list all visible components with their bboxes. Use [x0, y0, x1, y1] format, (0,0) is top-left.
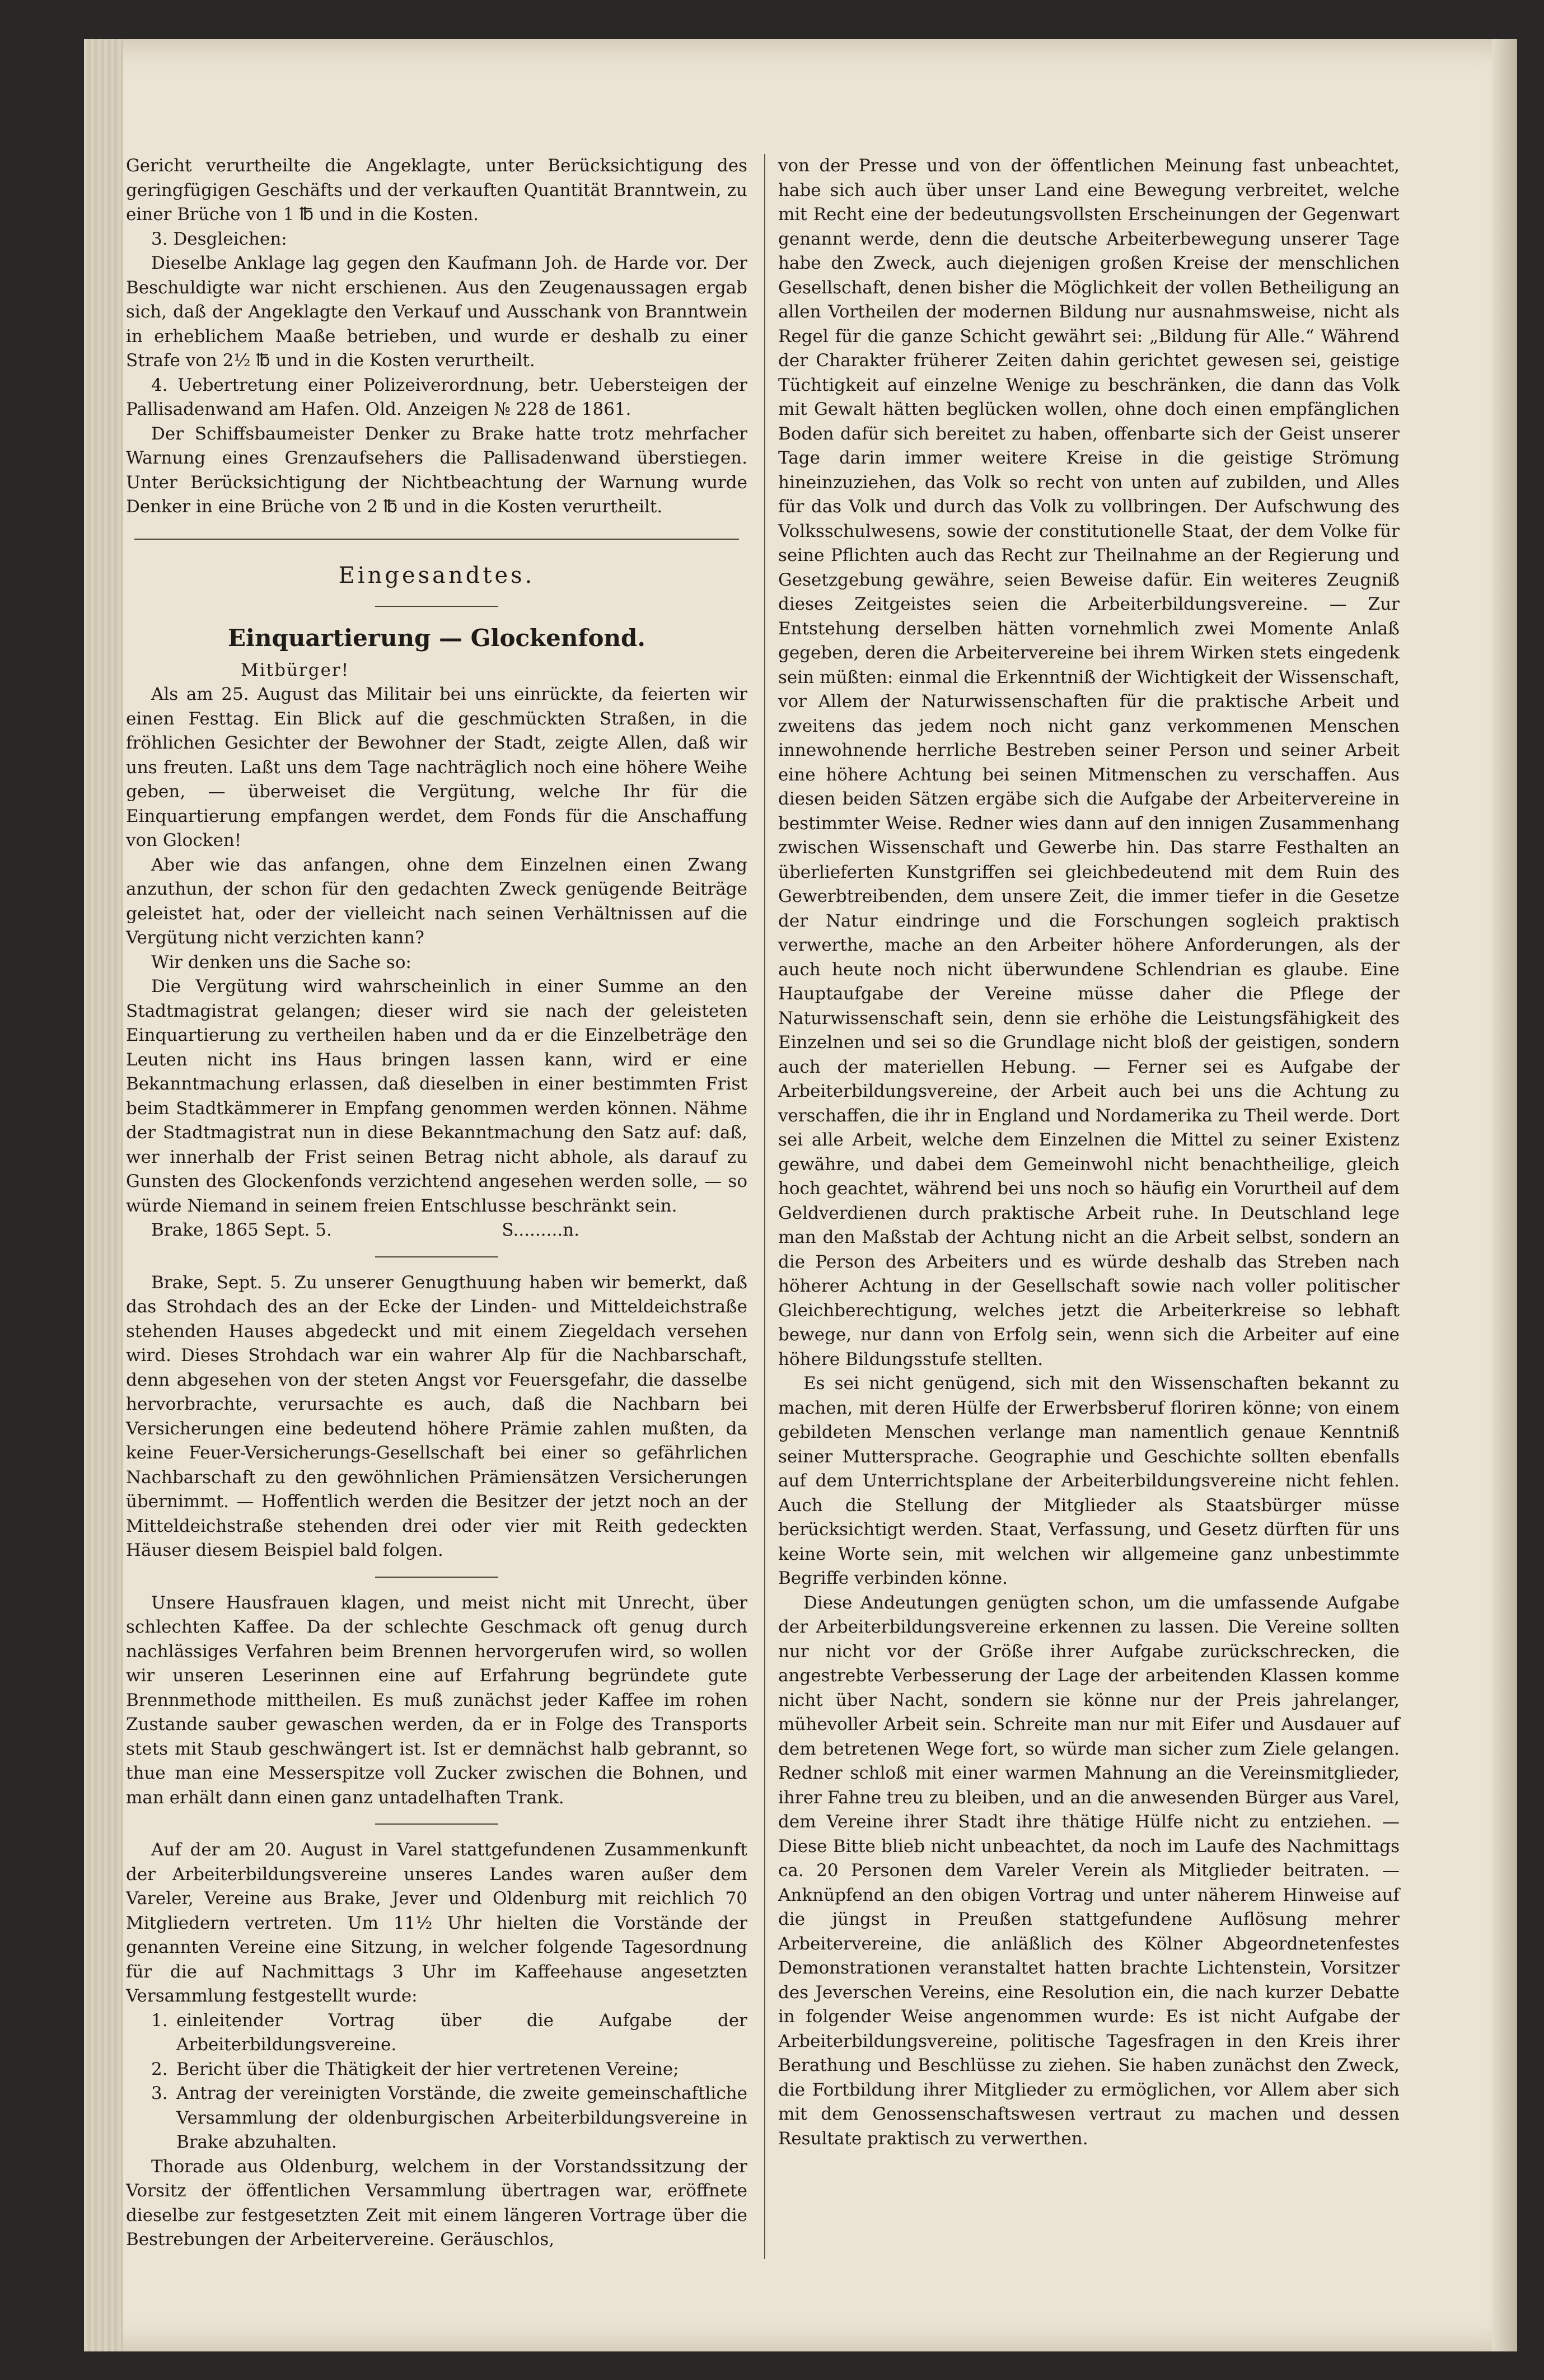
case-3-title: 3. Desgleichen:: [151, 228, 287, 249]
court-report-paragraph: Der Schiffsbaumeister Denker zu Brake hatte trotz mehrfacher Warnung eines Grenzaufsehers die Pallisadenwand überstiegen. Unter Berücksichtigung der Nichtbeachtung der Warnung wurde Denker in eine Brüche von 2 ℔ und in die Kosten verurtheilt.: [126, 423, 747, 517]
article-paragraph: Wir denken uns die Sache so:: [151, 952, 411, 972]
agenda-list: [126, 2009, 747, 2155]
binding-edge: [84, 39, 123, 2351]
signature-name: S.........n.: [502, 1220, 579, 1240]
signature-line: [126, 1218, 747, 1243]
article-divider: [375, 1577, 498, 1578]
signature-place-date: Brake, 1865 Sept. 5.: [151, 1220, 332, 1240]
article-divider: [375, 1823, 498, 1825]
article-divider: [375, 1256, 498, 1257]
court-report-paragraph: Dieselbe Anklage lag gegen den Kaufmann Joh. de Harde vor. Der Beschuldigte war nicht erschienen. Aus den Zeugenaussagen ergab sich, daß der Angeklagte den Verkauf und Ausschank von Branntwein in erheblichem Maaße betrieben, und wurde er deshalb zu einer Strafe von 2½ ℔ und in die Kosten verurtheilt.: [126, 253, 747, 371]
agenda-item: 1. einleitender Vortrag über die Aufgabe der Arbeiterbildungsvereine.: [151, 2010, 747, 2055]
news-paragraph-versammlung: Auf der am 20. August in Varel stattgefundenen Zusammenkunft der Arbeiterbildungsvereine unseres Landes waren außer dem Vareler, Vereine aus Brake, Jever und Oldenburg mit reichlich 70 Mitgliedern vertreten. Um 11½ Uhr hielten die Vorstände der genannten Vereine eine Sitzung, in welcher folgende Tagesordnung für die auf Nachmittags 3 Uhr im Kaffeehause angesetzten Versammlung festgestellt wurde:: [126, 1840, 747, 2006]
agenda-item: 2. Bericht über die Thätigkeit der hier vertretenen Vereine;: [151, 2059, 679, 2079]
continuation-paragraph: Es sei nicht genügend, sich mit den Wissenschaften bekannt zu machen, mit deren Hülfe der Erwerbsberuf floriren könne; von einem gebildeten Menschen verlange man namentlich genaue Kenntniß seiner Muttersprache. Geographie und Geschichte sollten ebenfalls auf dem Unterrichtsplane der Arbeiterbildungsvereine nicht fehlen. Auch die Stellung der Mitglieder als Staatsbürger müsse berücksichtigt werden. Staat, Verfassung, und Gesetz dürften für uns keine Worte sein, mit welchen wir allgemeine ganz unbestimmte Begriffe verbinden könne.: [778, 1373, 1400, 1588]
salutation: Mitbürger!: [241, 660, 350, 680]
article-title: Einquartierung — Glockenfond.: [227, 624, 645, 652]
article-paragraph: Aber wie das anfangen, ohne dem Einzelnen einen Zwang anzuthun, der schon für den gedachten Zweck genügende Beiträge geleistet hat, oder der vielleicht nach seinen Verhältnissen auf die Vergütung nicht verzichten kann?: [126, 854, 747, 948]
agenda-item: 3. Antrag der vereinigten Vorstände, die zweite gemeinschaftliche Versammlung der oldenburgischen Arbeiterbildungsvereine in Brake abzuhalten.: [151, 2083, 747, 2152]
section-heading: Eingesandtes.: [338, 562, 535, 588]
news-paragraph-strohdach: Brake, Sept. 5. Zu unserer Genugthuung haben wir bemerkt, daß das Strohdach des an der Ecke der Linden- und Mitteldeichstraße stehenden Hauses abgedeckt und mit einem Ziegeldach versehen wird. Dieses Strohdach war ein wahrer Alp für die Nachbarschaft, denn abgesehen von der steten Angst vor Feuersgefahr, die dasselbe hervorbrachte, verursachte es auch, daß die Nachbarn bei Versicherungen eine bedeutend höhere Prämie zahlen mußten, da keine Feuer-Versicherungs-Gesellschaft bei einer so gefährlichen Nachbarschaft zu den gewöhnlichen Prämiensätzen Versicherungen übernimmt. — Hoffentlich werden die Besitzer der jetzt noch an der Mitteldeichstraße stehenden drei oder vier mit Reith gedeckten Häuser diesem Beispiel bald folgen.: [126, 1272, 747, 1560]
page-edge: [1492, 39, 1517, 2351]
left-column: [126, 154, 747, 2252]
column-rule: [764, 154, 765, 2259]
heading-divider: [375, 606, 498, 607]
section-divider: [134, 539, 739, 540]
continuation-paragraph: von der Presse und von der öffentlichen Meinung fast unbeachtet, habe sich auch über unser Land eine Bewegung verbreitet, welche mit Recht eine der bedeutungsvollsten Erscheinungen der Gegenwart genannt werde, denn die deutsche Arbeiterbewegung unserer Tage habe den Zweck, auch diejenigen großen Kreise der menschlichen Gesellschaft, denen bisher die Möglichkeit der vollen Betheiligung an allen Vortheilen der modernen Bildung nur ausnahmsweise, nicht als Regel für die ganze Schicht gewährt sei: „Bildung für Alle.“ Während der Charakter früherer Zeiten dahin gerichtet gewesen sei, geistige Tüchtigkeit auf einzelne Wenige zu beschränken, die dann das Volk mit Gewalt hätten beglücken wollen, ohne doch einen empfänglichen Boden dafür sich bereitet zu haben, offenbarte sich der Geist unserer Tage darin immer weitere Kreise in die geistige Strömung hineinzuziehen, das Volk so recht von unten auf zubilden, und Alles für das Volk und durch das Volk zu vollbringen. Der Aufschwung des Volksschulwesens, sowie der constitutionelle Staat, der dem Volke für seine Pflichten auch das Recht zur Theilnahme an der Regierung und Gesetzgebung gewähre, seien Beweise dafür. Ein weiteres Zeugniß dieses Zeitgeistes seien die Arbeiterbildungsvereine. — Zur Entstehung derselben hätten vornehmlich zwei Momente Anlaß gegeben, deren die Arbeitervereine bei ihrem Wirken stets eingedenk sein müßten: einmal die Erkenntniß der Wichtigkeit der Wissenschaft, vor Allem der Naturwissenschaften für die praktische Arbeit und zweitens das jedem noch nicht ganz verkommenen Menschen innewohnende herrliche Bestreben seiner Person und seiner Arbeit eine höhere Achtung bei seinen Mitmenschen zu verschaffen. Aus diesen beiden Sätzen ergäbe sich die Aufgabe der Arbeitervereine in bestimmter Weise. Redner wies dann auf den innigen Zusammenhang zwischen Wissenschaft und Gewerbe hin. Das starre Festhalten an überlieferten Kunstgriffen sei gleichbedeutend mit dem Ruin des Gewerbtreibenden, dem unsere Zeit, die immer tiefer in die Gesetze der Natur eindringe und die Forschungen sogleich praktisch verwerthe, mache an den Arbeiter höhere Anforderungen, als der auch heute noch nicht überwundene Schlendrian es glaube. Eine Hauptaufgabe der Vereine müsse daher die Pflege der Naturwissenschaft sein, denn sie erhöhe die Leistungsfähigkeit des Einzelnen und sei so die Grundlage nicht bloß der geistigen, sondern auch der materiellen Hebung. — Ferner sei es Aufgabe der Arbeiterbildungsvereine, der Arbeit auch bei uns die Achtung zu verschaffen, die ihr in England und Nordamerika zu Theil werde. Dort sei alle Arbeit, welche dem Einzelnen die Mittel zu seiner Existenz gewähre, und dabei dem Gemeinwohl nicht benachtheilige, gleich hoch geachtet, während bei uns noch so häufig ein Vorurtheil auf dem Geldverdienen durch praktische Arbeit ruhe. In Deutschland lege man den Maßstab der Achtung nicht an die Arbeit selbst, sondern an die Person des Arbeiters und es würde deshalb das Streben nach höherer Achtung in der Gesellschaft sowie nach voller politischer Gleichberechtigung, welches jetzt die Arbeiterkreise so lebhaft bewege, nur dann von Erfolg sein, wenn sich die Arbeiter auf eine höhere Bildungsstufe stellten.: [778, 156, 1400, 1369]
news-paragraph-kaffee: Unsere Hausfrauen klagen, und meist nicht mit Unrecht, über schlechten Kaffee. Da der schlechte Geschmack oft genug durch nachlässiges Verfahren beim Brennen hervorgerufen wird, so wollen wir unseren Leserinnen eine auf Erfahrung begründete gute Brennmethode mittheilen. Es muß zunächst jeder Kaffee im rohen Zustande sauber gewaschen werden, da er in Folge des Transports stets mit Staub geschwängert ist. Ist er demnächst halb gebrannt, so thue man eine Messerspitze voll Zucker zwischen die Bohnen, und man erhält dann einen ganz untadelhaften Trank.: [126, 1592, 747, 1808]
article-paragraph: Als am 25. August das Militair bei uns einrückte, da feierten wir einen Festtag. Ein Blick auf die geschmückten Straßen, in die fröhlichen Gesichter der Bewohner der Stadt, zeigte Allen, daß wir uns freuten. Laßt uns dem Tage nachträglich noch eine höhere Weihe geben, — überweiset die Vergütung, welche Ihr für die Einquartierung empfangen werdet, dem Fonds für die Anschaffung von Glocken!: [126, 684, 747, 850]
news-paragraph-thorade: Thorade aus Oldenburg, welchem in der Vorstandssitzung der Vorsitz der öffentlichen Versammlung übertragen war, eröffnete dieselbe zur festgesetzten Zeit mit einem längeren Vortrage über die Bestrebungen der Arbeitervereine. Geräuschlos,: [126, 2156, 747, 2250]
case-4-title: 4. Uebertretung einer Polizeiverordnung, betr. Uebersteigen der Pallisadenwand am Hafen. Old. Anzeigen № 228 de 1861.: [126, 375, 747, 419]
continuation-paragraph: Diese Andeutungen genügten schon, um die umfassende Aufgabe der Arbeiterbildungsvereine erkennen zu lassen. Die Vereine sollten nur nicht vor der Größe ihrer Aufgabe zurückschrecken, die angestrebte Verbesserung der Lage der arbeitenden Klassen komme nicht über Nacht, sondern sie könne nur der Preis jahrelanger, mühevoller Arbeit sein. Schreite man nur mit Eifer und Ausdauer auf dem betretenen Wege fort, so würde man sicher zum Ziele gelangen. Redner schloß mit einer warmen Mahnung an die Vereinsmitglieder, ihrer Fahne treu zu bleiben, und an die anwesenden Bürger aus Varel, dem Vereine ihrer Stadt ihre thätige Hülfe nicht zu entziehen. — Diese Bitte blieb nicht unbeachtet, da noch im Laufe des Nachmittags ca. 20 Personen dem Vareler Verein als Mitglieder beitraten. — Anknüpfend an den obigen Vortrag und unter näherem Hinweise auf die jüngst in Preußen stattgefundene Auflösung mehrer Arbeitervereine, die anläßlich des Kölner Abgeordnetenfestes Demonstrationen veranstaltet hatten brachte Lichtenstein, Vorsitzer des Jeverschen Vereins, eine Resolution ein, die nach kurzer Debatte in folgender Weise angenommen wurde: Es ist nicht Aufgabe der Arbeiterbildungsvereine, politische Tagesfragen in den Kreis ihrer Berathung und Beschlüsse zu ziehen. Sie haben zunächst den Zweck, die Fortbildung ihrer Mitglieder zu ermöglichen, vor Allem aber sich mit dem Genossenschaftswesen vertraut zu machen und dessen Resultate praktisch zu verwerthen.: [778, 1592, 1400, 2149]
right-column: [778, 154, 1400, 2151]
article-paragraph: Die Vergütung wird wahrscheinlich in einer Summe an den Stadtmagistrat gelangen; dieser wird sie nach der geleisteten Einquartierung zu vertheilen haben und da er die Einzelbeträge den Leuten nicht ins Haus bringen lassen kann, wird er eine Bekanntmachung erlassen, daß dieselben in einer bestimmten Frist beim Stadtkämmerer in Empfang genommen werden können. Nähme der Stadtmagistrat nun in diese Bekanntmachung den Satz auf: daß, wer innerhalb der Frist seinen Betrag nicht abhole, als darauf zu Gunsten des Glockenfonds verzichtend angesehen werden solle, — so würde Niemand in seinem freien Entschlusse beschränkt sein.: [126, 976, 747, 1216]
court-report-paragraph: Gericht verurtheilte die Angeklagte, unter Berücksichtigung des geringfügigen Geschäfts und der verkauften Quantität Branntwein, zu einer Brüche von 1 ℔ und in die Kosten.: [126, 156, 747, 225]
